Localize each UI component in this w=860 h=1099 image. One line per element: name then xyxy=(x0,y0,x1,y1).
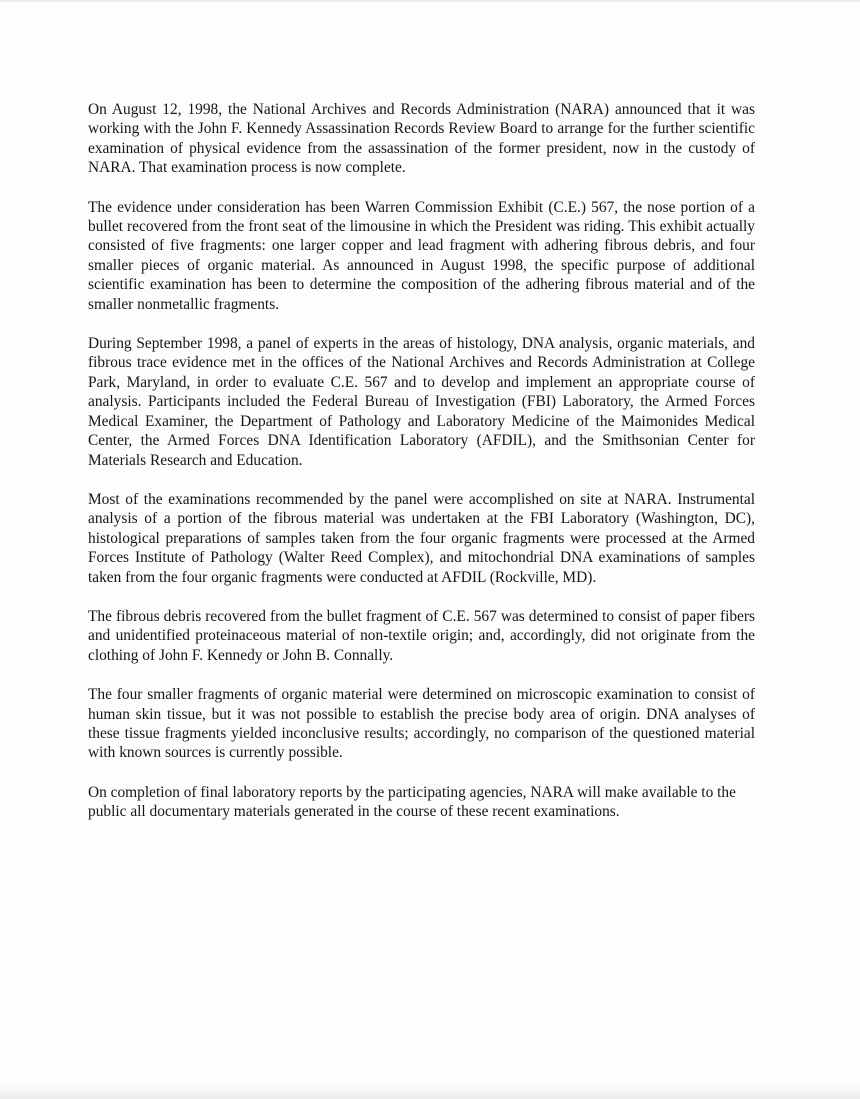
paragraph-examinations: Most of the examinations recommended by the panel were accomplished on site at NARA. Instrumental analysis of a portion of the fibrous material was undertaken at the FBI Laboratory (Washington, DC), histological preparations of samples taken from the four organic fragments were processed at the Armed Forces Institute of Pathology (Walter Reed Complex), and mitochondrial DNA examinations of samples taken from the four organic fragments were conducted at AFDIL (Rockville, MD). xyxy=(88,490,755,586)
paragraph-panel: During September 1998, a panel of experts in the areas of histology, DNA analysis, organic materials, and fibrous trace evidence met in the offices of the National Archives and Records Administration at College Park, Maryland, in order to evaluate C.E. 567 and to develop and implement an appropriate course of analysis. Participants included the Federal Bureau of Investigation (FBI) Laboratory, the Armed Forces Medical Examiner, the Department of Pathology and Laboratory Medicine of the Maimonides Medical Center, the Armed Forces DNA Identification Laboratory (AFDIL), and the Smithsonian Center for Materials Research and Education. xyxy=(88,335,755,469)
paragraph-evidence: The evidence under consideration has been Warren Commission Exhibit (C.E.) 567, the nose portion of a bullet recovered from the front seat of the limousine in which the President was riding. This exhibit actually consisted of five fragments: one larger copper and lead fragment with adhering fibrous debris, and four smaller pieces of organic material. As announced in August 1998, the specific purpose of additional scientific examination has been to determine the composition of the adhering fibrous material and of the smaller nonmetallic fragments. xyxy=(88,198,755,313)
paragraph-announcement: On August 12, 1998, the National Archives and Records Administration (NARA) announced that it was working with the John F. Kennedy Assassination Records Review Board to arrange for the further scientific examination of physical evidence from the assassination of the former president, now in the custody of NARA. That examination process is now complete. xyxy=(88,101,755,177)
paragraph-completion: On completion of final laboratory reports by the participating agencies, NARA will make available to the public all documentary materials generated in the course of these recent examinations. xyxy=(88,783,736,821)
paragraph-organic-fragments: The four smaller fragments of organic material were determined on microscopic examination to consist of human skin tissue, but it was not possible to establish the precise body area of origin. DNA analyses of these tissue fragments yielded inconclusive results; accordingly, no comparison of the questioned material with known sources is currently possible. xyxy=(88,686,755,762)
scan-edge-bottom xyxy=(0,1085,860,1099)
scan-edge-top xyxy=(0,0,860,3)
paragraph-fibrous-debris: The fibrous debris recovered from the bullet fragment of C.E. 567 was determined to consist of paper fibers and unidentified proteinaceous material of non-textile origin; and, accordingly, did not originate from the clothing of John F. Kennedy or John B. Connally. xyxy=(88,607,755,664)
document-body xyxy=(88,100,755,842)
